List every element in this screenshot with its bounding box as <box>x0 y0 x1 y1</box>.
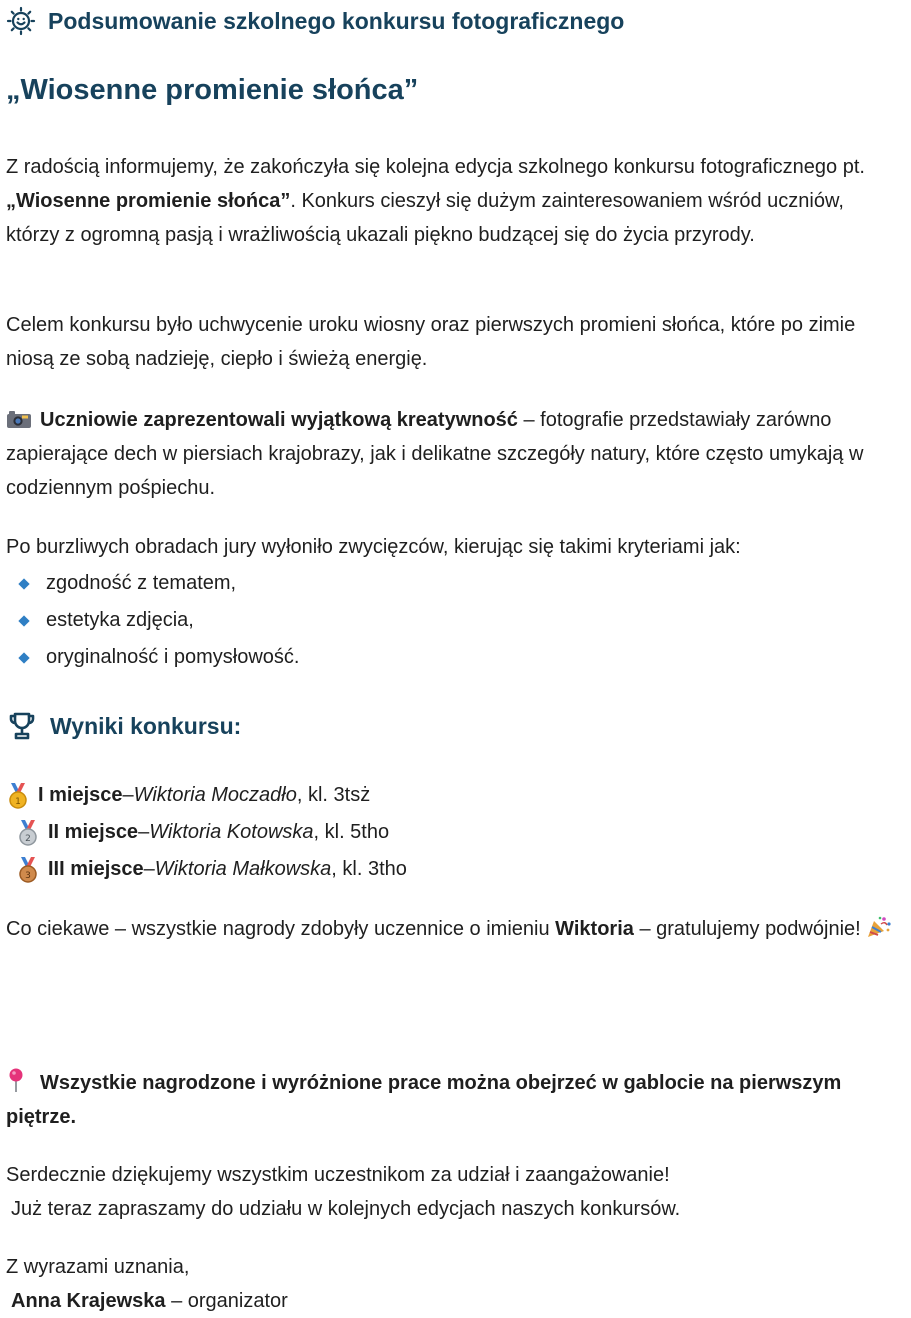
results-title: Wyniki konkursu: <box>50 712 242 739</box>
winner-class: , kl. 3tho <box>331 858 407 880</box>
signature <box>6 1250 901 1318</box>
winners-note: Co ciekawe – wszystkie nagrody zdobyły uczennice o imieniu Wiktoria – gratulujemy podwójnie! <box>6 911 901 947</box>
list-item: zgodność z tematem, <box>6 565 901 602</box>
svg-text:3: 3 <box>25 870 31 881</box>
document-title <box>6 3 901 39</box>
results-list <box>6 777 901 888</box>
pushpin-icon <box>6 1067 28 1093</box>
list-item: oryginalność i pomysłowość. <box>6 639 901 676</box>
winner-name: Wiktoria Moczadło <box>133 784 297 806</box>
thanks-line-1: Serdecznie dziękujemy wszystkim uczestnikom za udział i zaangażowanie! <box>6 1164 670 1186</box>
result-row-1: 1 I miejsce – Wiktoria Moczadło , kl. 3tsż <box>6 777 901 814</box>
bullet-diamond-icon <box>18 652 29 663</box>
signature-role: – organizator <box>165 1290 288 1312</box>
creativity-highlight: Uczniowie zaprezentowali wyjątkową kreatywność <box>40 409 518 431</box>
list-item: estetyka zdjęcia, <box>6 602 901 639</box>
winners-first-name: Wiktoria <box>555 918 634 940</box>
camera-icon <box>6 408 32 430</box>
winner-name: Wiktoria Kotowska <box>149 821 314 843</box>
creativity-text: – fotografie przedstawiały zarówno zapierające dech w piersiach krajobrazy, jak i delikatne szczegóły natury, które często umykają w codziennym pośpiechu. <box>6 409 864 499</box>
contest-name-heading: „Wiosenne promienie słońca” <box>6 74 419 106</box>
creativity-paragraph <box>6 403 901 505</box>
result-row-2: 2 II miejsce – Wiktoria Kotowska , kl. 5tho <box>6 814 901 851</box>
svg-text:1: 1 <box>15 796 21 807</box>
winner-class: , kl. 5tho <box>313 821 390 843</box>
bronze-medal-icon <box>16 856 40 884</box>
thanks-paragraph <box>6 1158 901 1226</box>
criteria-list <box>6 565 901 676</box>
winner-class: , kl. 3tsż <box>296 784 371 806</box>
signature-line <box>6 1284 901 1318</box>
criteria-lead: Po burzliwych obradach jury wyłoniło zwycięzców, kierując się takimi kryteriami jak: <box>6 536 741 558</box>
results-heading <box>6 706 901 746</box>
winner-name: Wiktoria Małkowska <box>154 858 332 880</box>
svg-text:2: 2 <box>25 833 31 844</box>
thanks-line-2: Już teraz zapraszamy do udziału w kolejnych edycjach naszych konkursów. <box>11 1198 681 1220</box>
bullet-diamond-icon <box>18 615 29 626</box>
exhibit-note <box>6 1066 901 1134</box>
intro-text-b: . Konkurs cieszył się dużym zainteresowaniem wśród uczniów, którzy z ogromną pasją i wrażliwością ukazali piękno budzącej się do życia przyrody. <box>6 190 844 246</box>
silver-medal-icon <box>16 819 40 847</box>
intro-paragraph <box>6 150 901 252</box>
trophy-icon <box>8 711 36 741</box>
title-text: Podsumowanie szkolnego konkursu fotograficznego <box>48 7 625 34</box>
exhibit-text: Wszystkie nagrodzone i wyróżnione prace można obejrzeć w gablocie na pierwszym piętrze. <box>6 1072 842 1128</box>
place-label: II miejsce <box>48 821 139 843</box>
intro-text-a: Z radością informujemy, że zakończyła się kolejna edycja szkolnego konkursu fotograficznego pt. <box>6 156 865 178</box>
smiling-sun-icon <box>6 6 36 36</box>
party-popper-icon <box>866 915 892 939</box>
gold-medal-icon <box>6 782 30 810</box>
closing-line: Z wyrazami uznania, <box>6 1256 190 1278</box>
result-row-3: 3 III miejsce – Wiktoria Małkowska , kl. 3tho <box>6 851 901 888</box>
place-label: I miejsce <box>38 784 123 806</box>
place-label: III miejsce <box>48 858 144 880</box>
goal-paragraph: Celem konkursu było uchwycenie uroku wiosny oraz pierwszych promieni słońca, które po zimie niosą ze sobą nadzieję, ciepło i świeżą energię. <box>6 314 856 370</box>
intro-contest-name: „Wiosenne promienie słońca” <box>6 190 291 212</box>
bullet-diamond-icon <box>18 578 29 589</box>
signature-name: Anna Krajewska <box>11 1290 166 1312</box>
